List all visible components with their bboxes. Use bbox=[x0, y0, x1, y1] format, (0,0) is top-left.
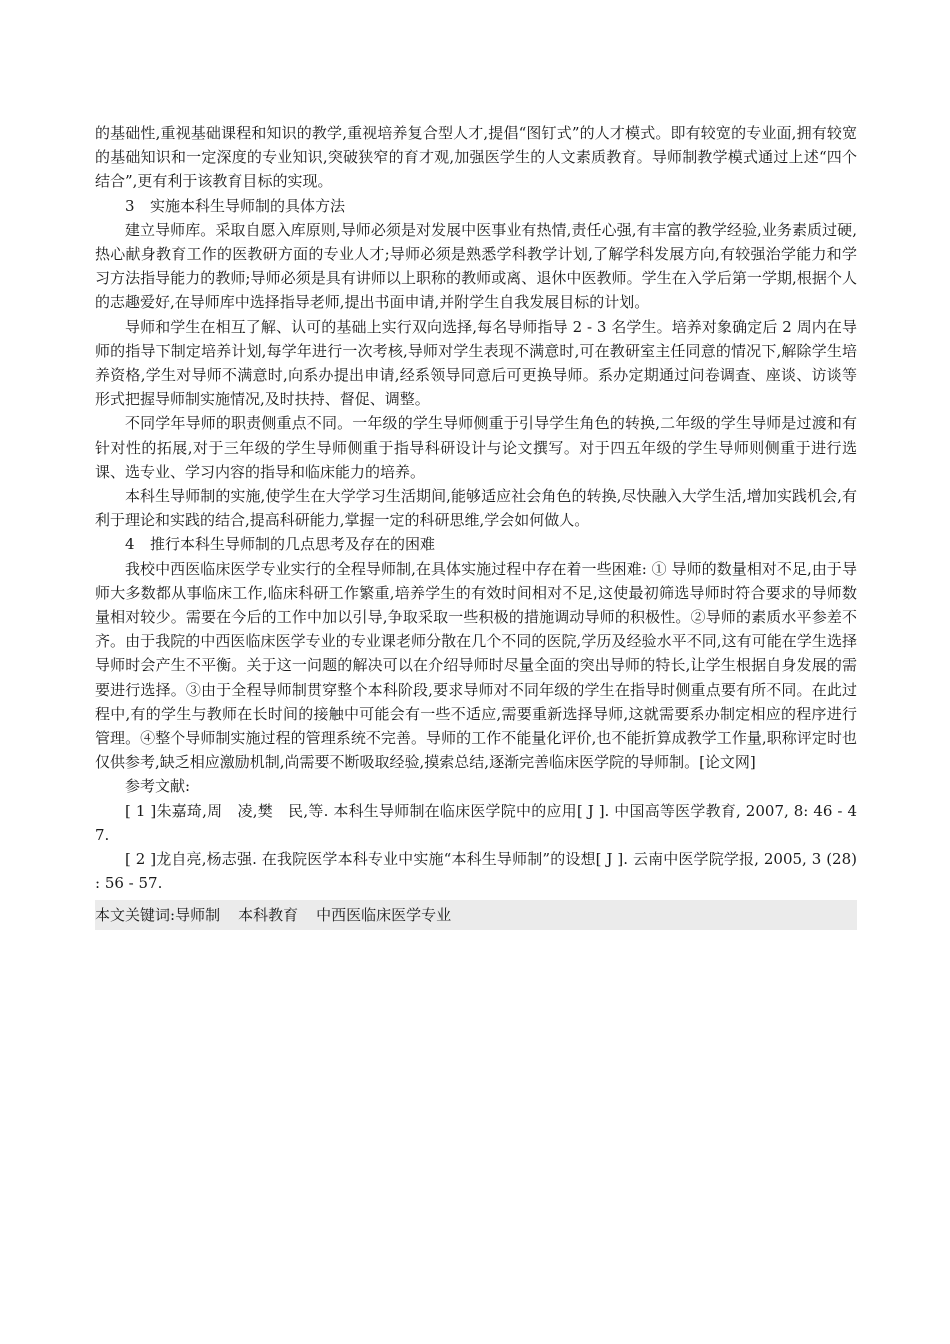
reference-item: [ 1 ]朱嘉琦,周 凌,樊 民,等. 本科生导师制在临床医学院中的应用[ J ]. 中国高等医学教育, 2007, 8: 46 - 47. bbox=[95, 801, 857, 844]
section-heading bbox=[95, 532, 857, 556]
body-paragraph: 建立导师库。采取自愿入库原则,导师必须是对发展中医事业有热情,责任心强,有丰富的教学经验,业务素质过硬,热心献身教育工作的医教研方面的专业人才;导师必须是熟悉学科教学计划,了解学科发展方向,有较强治学能力和学习方法指导能力的教师;导师必须是具有讲师以上职称的教师或离、退休中医教师。学生在入学后第一学期,根据个人的志趣爱好,在导师库中选择指导老师,提出书面申请,并附学生自我发展目标的计划。 bbox=[95, 220, 857, 312]
keywords-label: 本文关键词: bbox=[95, 906, 176, 924]
section-number: 3 bbox=[125, 196, 135, 215]
body-paragraph: 导师和学生在相互了解、认可的基础上实行双向选择,每名导师指导 2 - 3 名学生。培养对象确定后 2 周内在导师的指导下制定培养计划,每学年进行一次考核,导师对学生表现不满意时,可在教研室主任同意的情况下,解除学生培养资格,学生对导师不满意时,向系办提出申请,经系领导同意后可更换导师。系办定期通过问卷调查、座谈、访谈等形式把握导师制实施情况,及时扶持、督促、调整。 bbox=[95, 317, 857, 409]
section-number: 4 bbox=[125, 535, 135, 554]
body-paragraph: 的基础性,重视基础课程和知识的教学,重视培养复合型人才,提倡“图钉式”的人才模式。即有较宽的专业面,拥有较宽的基础知识和一定深度的专业知识,突破狭窄的育才观,加强医学生的人文素质教育。导师制教学模式通过上述“四个结合”,更有利于该教育目标的实现。 bbox=[95, 124, 857, 191]
body-paragraph: 不同学年导师的职责侧重点不同。一年级的学生导师侧重于引导学生角色的转换,二年级的学生导师是过渡和有针对性的拓展,对于三年级的学生导师侧重于指导科研设计与论文撰写。对于四五年级的学生导师则侧重于进行选课、选专业、学习内容的指导和临床能力的培养。 bbox=[95, 414, 857, 481]
keyword-link[interactable]: 中西医临床医学专业 bbox=[316, 906, 452, 924]
section-heading bbox=[95, 194, 857, 218]
references-heading: 参考文献: bbox=[125, 777, 191, 796]
section-title: 实施本科生导师制的具体方法 bbox=[150, 196, 346, 215]
body-paragraph: 本科生导师制的实施,使学生在大学学习生活期间,能够适应社会角色的转换,尽快融入大学生活,增加实践机会,有利于理论和实践的结合,提高科研能力,掌握一定的科研思维,学会如何做人。 bbox=[95, 487, 857, 530]
body-paragraph: 我校中西医临床医学专业实行的全程导师制,在具体实施过程中存在着一些困难: ① 导师的数量相对不足,由于导师大多数都从事临床工作,临床科研工作繁重,培养学生的有效时间相对不足,这使最初筛选导师时符合要求的导师数量相对较少。需要在今后的工作中加以引导,争取采取一些积极的措施调动导师的积极性。②导师的素质水平参差不齐。由于我院的中西医临床医学专业的专业课老师分散在几个不同的医院,学历及经验水平不同,这有可能在学生选择导师时会产生不平衡。关于这一问题的解决可以在介绍导师时尽量全面的突出导师的特长,让学生根据自身发展的需要进行选择。③由于全程导师制贯穿整个本科阶段,要求导师对不同年级的学生在指导时侧重点要有所不同。在此过程中,有的学生与教师在长时间的接触中可能会有一些不适应,需要重新选择导师,这就需要系办制定相应的程序进行管理。④整个导师制实施过程的管理系统不完善。导师的工作不能量化评价,也不能折算成教学工作量,职称评定时也仅供参考,缺乏相应激励机制,尚需要不断吸取经验,摸索总结,逐渐完善临床医学院的导师制。[论文网] bbox=[95, 559, 857, 772]
keywords-bar bbox=[95, 900, 857, 930]
reference-item: [ 2 ]龙自亮,杨志强. 在我院医学本科专业中实施“本科生导师制”的设想[ J ]. 云南中医学院学报, 2005, 3 (28) : 56 - 57. bbox=[95, 850, 857, 893]
keyword-link[interactable]: 本科教育 bbox=[238, 906, 299, 924]
section-title: 推行本科生导师制的几点思考及存在的困难 bbox=[150, 535, 436, 554]
keyword-link[interactable]: 导师制 bbox=[175, 906, 221, 924]
article-page bbox=[95, 121, 857, 930]
